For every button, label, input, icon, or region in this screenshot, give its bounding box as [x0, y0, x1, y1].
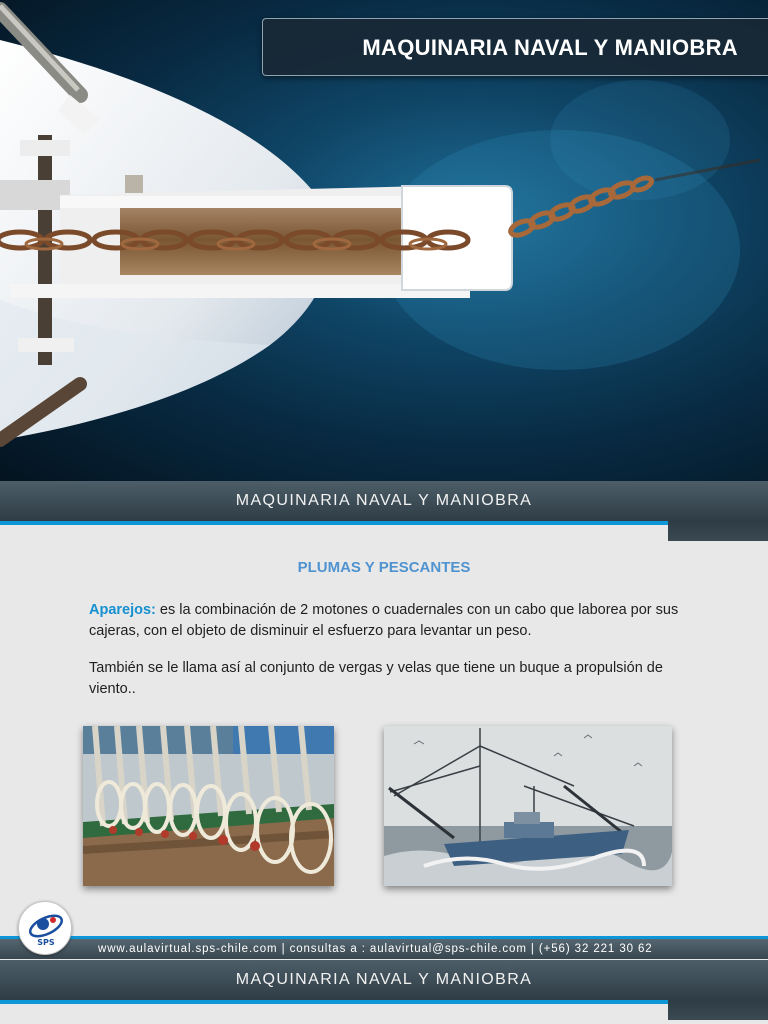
paragraph-aparejos [89, 600, 679, 642]
footer-contact-bar [0, 936, 768, 959]
section-banner-top [0, 481, 768, 521]
sps-logo-icon [19, 902, 73, 956]
section-title: PLUMAS Y PESCANTES [297, 559, 471, 576]
banner-bottom-tab [668, 1000, 768, 1020]
banner-bottom-accent-stripe [0, 1000, 668, 1004]
hero-title: MAQUINARIA NAVAL Y MANIOBRA [362, 35, 738, 60]
sps-logo [18, 901, 72, 955]
banner-top-accent-stripe [0, 521, 668, 525]
section-banner-bottom [0, 960, 768, 1000]
banner-bottom-label: MAQUINARIA NAVAL Y MANIOBRA [235, 971, 533, 988]
photo-ropes-belaying-pins [83, 726, 334, 886]
hero-title-box [262, 18, 768, 76]
photo-fishing-trawler [384, 726, 672, 886]
keyword-aparejos: Aparejos: [89, 602, 156, 618]
footer-contact-text: www.aulavirtual.sps-chile.com | consultas a : aulavirtual@sps-chile.com | (+56) 32 221 30 62 [98, 943, 653, 955]
hero-image [0, 0, 768, 482]
paragraph-vergas: También se le llama así al conjunto de vergas y velas que tiene un buque a propulsión de viento.. [89, 660, 663, 697]
banner-top-label: MAQUINARIA NAVAL Y MANIOBRA [235, 492, 533, 509]
ropes-illustration [83, 726, 334, 886]
trawler-illustration [384, 726, 672, 886]
paragraph-aparejos-text: es la combinación de 2 motones o cuadernales con un cabo que laborea por sus cajeras, con el objeto de disminuir el esfuerzo para levantar un peso. [89, 602, 679, 639]
sps-logo-text: SPS [37, 938, 55, 947]
banner-top-tab [668, 521, 768, 541]
